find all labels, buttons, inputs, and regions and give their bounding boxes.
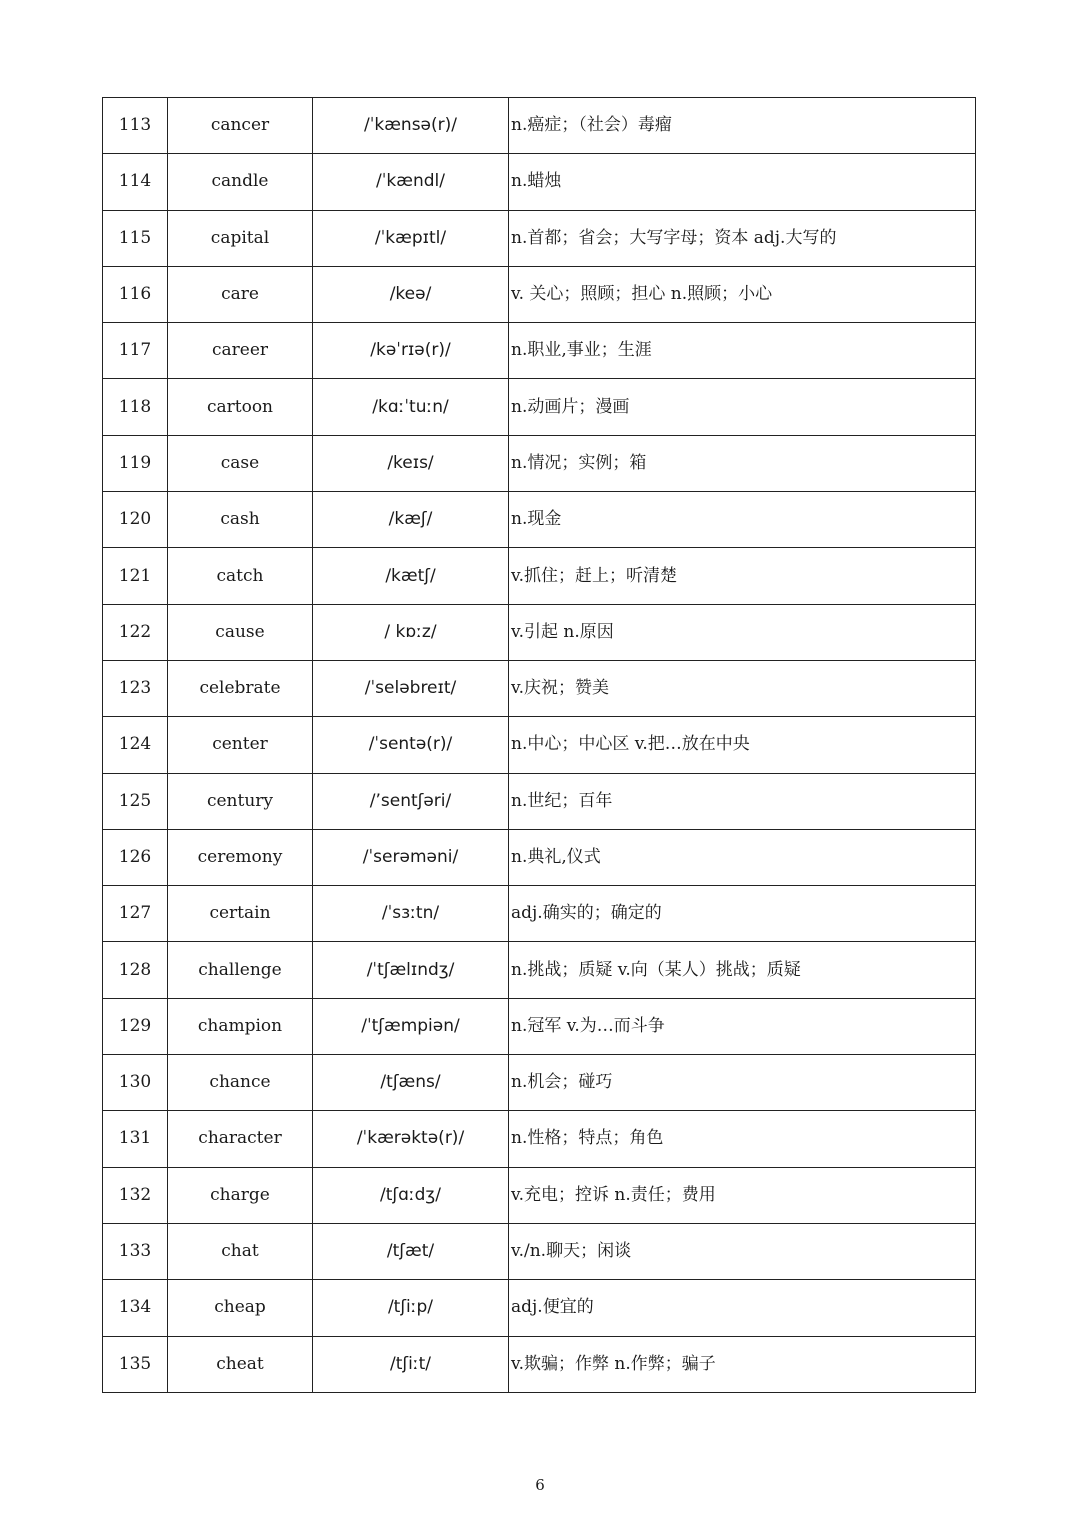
table-row (103, 604, 976, 660)
entry-word: cheat (168, 1336, 313, 1392)
entry-definition: v./n.聊天；闲谈 (509, 1223, 976, 1279)
table-row (103, 660, 976, 716)
entry-word: catch (168, 548, 313, 604)
entry-word: cause (168, 604, 313, 660)
entry-pronunciation: /tʃɑːdʒ/ (313, 1167, 509, 1223)
entry-pronunciation: /ˈsentə(r)/ (313, 717, 509, 773)
entry-word: career (168, 323, 313, 379)
entry-word: capital (168, 210, 313, 266)
entry-number: 129 (103, 998, 168, 1054)
table-row (103, 942, 976, 998)
table-row (103, 829, 976, 885)
table-row (103, 98, 976, 154)
entry-word: certain (168, 886, 313, 942)
entry-word: cash (168, 492, 313, 548)
entry-number: 119 (103, 435, 168, 491)
entry-definition: n.现金 (509, 492, 976, 548)
entry-pronunciation: /tʃiːt/ (313, 1336, 509, 1392)
entry-number: 131 (103, 1111, 168, 1167)
entry-definition: n.蜡烛 (509, 154, 976, 210)
entry-word: chat (168, 1223, 313, 1279)
table-row (103, 210, 976, 266)
table-row (103, 1223, 976, 1279)
entry-pronunciation: /tʃæt/ (313, 1223, 509, 1279)
entry-definition: n.职业,事业；生涯 (509, 323, 976, 379)
entry-word: celebrate (168, 660, 313, 716)
entry-pronunciation: /kætʃ/ (313, 548, 509, 604)
entry-number: 126 (103, 829, 168, 885)
table-row (103, 1055, 976, 1111)
entry-number: 116 (103, 266, 168, 322)
entry-number: 121 (103, 548, 168, 604)
entry-definition: n.冠军 v.为…而斗争 (509, 998, 976, 1054)
entry-number: 120 (103, 492, 168, 548)
entry-definition: n.动画片；漫画 (509, 379, 976, 435)
entry-number: 127 (103, 886, 168, 942)
entry-word: center (168, 717, 313, 773)
entry-definition: n.挑战；质疑 v.向（某人）挑战；质疑 (509, 942, 976, 998)
entry-definition: v.庆祝；赞美 (509, 660, 976, 716)
entry-word: century (168, 773, 313, 829)
entry-pronunciation: /kɑːˈtuːn/ (313, 379, 509, 435)
entry-number: 124 (103, 717, 168, 773)
vocabulary-table-body (103, 98, 976, 1393)
entry-definition: n.情况；实例；箱 (509, 435, 976, 491)
entry-pronunciation: /keə/ (313, 266, 509, 322)
entry-definition: n.性格；特点；角色 (509, 1111, 976, 1167)
entry-pronunciation: /keɪs/ (313, 435, 509, 491)
entry-pronunciation: /tʃæns/ (313, 1055, 509, 1111)
entry-number: 123 (103, 660, 168, 716)
entry-pronunciation: /kæʃ/ (313, 492, 509, 548)
entry-definition: n.世纪；百年 (509, 773, 976, 829)
entry-number: 114 (103, 154, 168, 210)
entry-word: ceremony (168, 829, 313, 885)
entry-definition: adj.确实的；确定的 (509, 886, 976, 942)
entry-definition: v.引起 n.原因 (509, 604, 976, 660)
entry-definition: v.抓住；赶上；听清楚 (509, 548, 976, 604)
entry-word: champion (168, 998, 313, 1054)
entry-definition: n.典礼,仪式 (509, 829, 976, 885)
entry-word: cancer (168, 98, 313, 154)
entry-number: 113 (103, 98, 168, 154)
table-row (103, 154, 976, 210)
entry-word: case (168, 435, 313, 491)
entry-pronunciation: /ˈtʃælɪndʒ/ (313, 942, 509, 998)
entry-pronunciation: /tʃiːp/ (313, 1280, 509, 1336)
entry-definition: v.欺骗；作弊 n.作弊；骗子 (509, 1336, 976, 1392)
entry-definition: n.中心；中心区 v.把…放在中央 (509, 717, 976, 773)
entry-pronunciation: /ˈtʃæmpiən/ (313, 998, 509, 1054)
table-row (103, 1167, 976, 1223)
entry-pronunciation: /ˈkændl/ (313, 154, 509, 210)
table-row (103, 266, 976, 322)
entry-pronunciation: /ˈsɜːtn/ (313, 886, 509, 942)
entry-number: 134 (103, 1280, 168, 1336)
table-row (103, 492, 976, 548)
table-row (103, 717, 976, 773)
table-row (103, 1111, 976, 1167)
entry-word: character (168, 1111, 313, 1167)
table-row (103, 323, 976, 379)
entry-number: 115 (103, 210, 168, 266)
vocabulary-table (102, 97, 976, 1393)
entry-number: 132 (103, 1167, 168, 1223)
table-row (103, 998, 976, 1054)
entry-word: cheap (168, 1280, 313, 1336)
entry-pronunciation: /ˈkæpɪtl/ (313, 210, 509, 266)
table-row (103, 886, 976, 942)
entry-definition: adj.便宜的 (509, 1280, 976, 1336)
table-row (103, 1336, 976, 1392)
entry-definition: v. 关心；照顾；担心 n.照顾；小心 (509, 266, 976, 322)
entry-pronunciation: /ˈkærəktə(r)/ (313, 1111, 509, 1167)
entry-number: 130 (103, 1055, 168, 1111)
entry-pronunciation: /’sentʃəri/ (313, 773, 509, 829)
entry-word: challenge (168, 942, 313, 998)
entry-pronunciation: /kəˈrɪə(r)/ (313, 323, 509, 379)
entry-pronunciation: /ˈserəməni/ (313, 829, 509, 885)
entry-number: 118 (103, 379, 168, 435)
page-number: 6 (535, 1476, 545, 1494)
entry-pronunciation: /ˈkænsə(r)/ (313, 98, 509, 154)
entry-definition: v.充电；控诉 n.责任；费用 (509, 1167, 976, 1223)
entry-pronunciation: / kɒːz/ (313, 604, 509, 660)
entry-word: cartoon (168, 379, 313, 435)
entry-number: 133 (103, 1223, 168, 1279)
table-row (103, 773, 976, 829)
entry-word: candle (168, 154, 313, 210)
entry-word: care (168, 266, 313, 322)
entry-number: 128 (103, 942, 168, 998)
entry-number: 135 (103, 1336, 168, 1392)
table-row (103, 435, 976, 491)
entry-word: chance (168, 1055, 313, 1111)
table-row (103, 1280, 976, 1336)
entry-word: charge (168, 1167, 313, 1223)
entry-definition: n.癌症；（社会）毒瘤 (509, 98, 976, 154)
entry-number: 117 (103, 323, 168, 379)
entry-number: 125 (103, 773, 168, 829)
entry-definition: n.首都；省会；大写字母；资本 adj.大写的 (509, 210, 976, 266)
entry-definition: n.机会；碰巧 (509, 1055, 976, 1111)
entry-pronunciation: /ˈseləbreɪt/ (313, 660, 509, 716)
table-row (103, 379, 976, 435)
entry-number: 122 (103, 604, 168, 660)
table-row (103, 548, 976, 604)
